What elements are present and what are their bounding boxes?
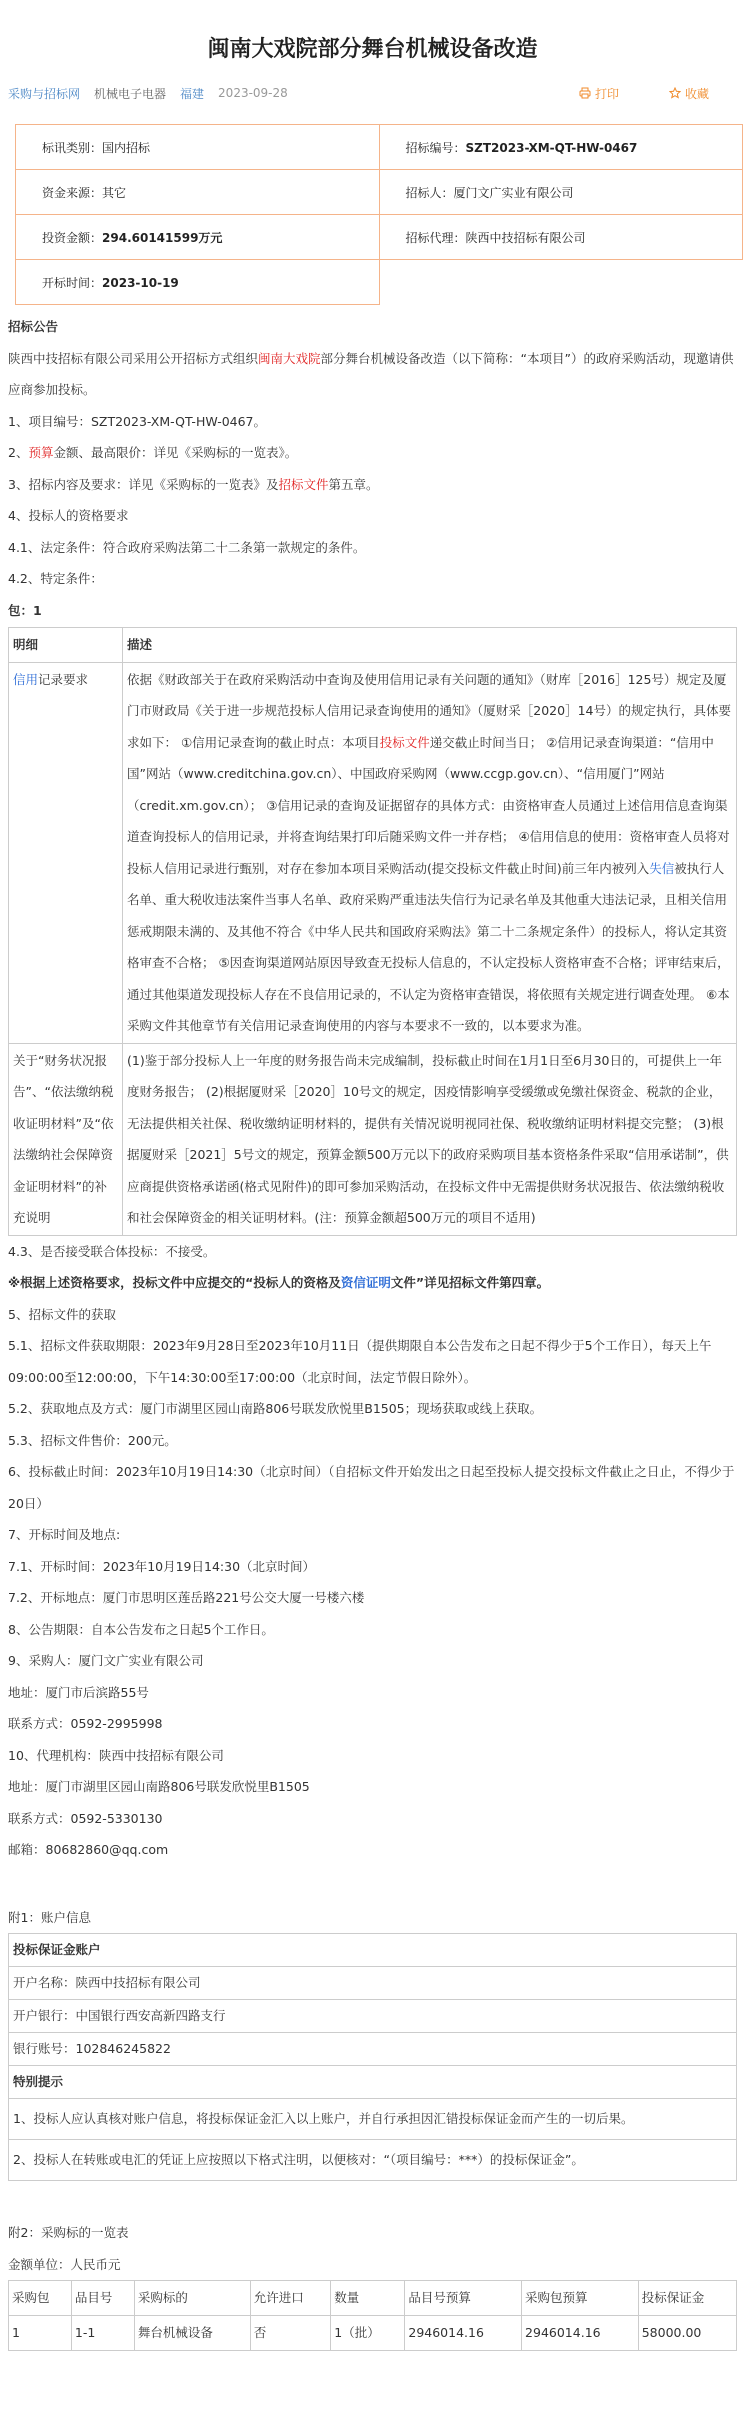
after-p10a: 地址：厦门市湖里区园山南路806号联发欣悦里B1505: [8, 1779, 310, 1794]
req-row-finance-label: 关于“财务状况报告”、“依法缴纳税收证明材料”及“依法缴纳社会保障资金证明材料”的补充说明: [9, 1043, 123, 1235]
after-p9b: 联系方式：0592-2995998: [8, 1716, 163, 1731]
breadcrumb-item-1[interactable]: 采购与招标网: [8, 86, 81, 101]
after-p6: 6、投标截止时间：2023年10月19日14:30（北京时间）（自招标文件开始发出之日起至投标人提交投标文件截止之日止，不得少于20日）: [8, 1464, 735, 1511]
notice-pkg: 包：1: [8, 602, 42, 618]
goods-header: 数量: [331, 2281, 405, 2316]
notice-p41: 4.1、法定条件：符合政府采购法第二十二条第一款规定的条件。: [8, 539, 366, 555]
att1-title: 附1：账户信息: [8, 1909, 91, 1925]
after-p5: 5、招标文件的获取: [8, 1306, 116, 1322]
after-p8: 8、公告期限：自本公告发布之日起5个工作日。: [8, 1621, 274, 1637]
req-row-credit-desc: 依据《财政部关于在政府采购活动中查询及使用信用记录有关问题的通知》（财库［2016］125号）规定及厦门市财政局《关于进一步规范投标人信用记录查询使用的通知》（厦财采［2020］14号）的规定执行，具体要求如下： ①信用记录查询的截止时点：本项目投标文件递交截止时间当日； ②信用记录查询渠道：“信用中国”网站（www.creditchina.gov.cn）、中国政府采购网（www.ccgp.gov.cn）、“信用厦门”网站（credit.xm.gov.cn）； ③信用记录的查询及证据留存的具体方式：由资格审查人员通过上述信用信息查询渠道查询投标人的信用记录，并将查询结果打印后随采购文件一并存档； ④信用信息的使用：资格审查人员将对投标人信用记录进行甄别，对存在参加本项目采购活动(提交投标文件截止时间)前三年内被列入失信被执行人名单、重大税收违法案件当事人名单、政府采购严重违法失信行为记录名单及其他重大违法记录，且相关信用惩戒期限未满的、及其他不符合《中华人民共和国政府采购法》第二十二条规定条件）的投标人，将认定其资格审查不合格； ⑤因查询渠道网站原因导致查无投标人信息的，不认定投标人资格审查不合格；评审结束后，通过其他渠道发现投标人存在不良信用记录的，不认定为资格审查错误，将依照有关规定进行调查处理。 ⑥本采购文件其他章节有关信用记录查询使用的内容与本要求不一致的，以本要求为准。: [123, 662, 737, 1043]
requirements-table: [8, 627, 737, 1236]
after-p71: 7.1、开标时间：2023年10月19日14:30（北京时间）: [8, 1558, 316, 1574]
notice-body: [8, 311, 737, 2351]
after-p9: 9、采购人：厦门文广实业有限公司: [8, 1653, 204, 1668]
meta-bar: [8, 84, 737, 102]
after-p72: 7.2、开标地点：厦门市思明区莲岳路221号公交大厦一号楼六楼: [8, 1590, 365, 1605]
goods-header: 允许进口: [250, 2281, 331, 2316]
publish-date: 2023-09-28: [218, 86, 288, 100]
goods-cell: 1（批）: [331, 2316, 405, 2351]
notice-intro: 陕西中技招标有限公司采用公开招标方式组织闽南大戏院部分舞台机械设备改造（以下简称：“本项目”）的政府采购活动，现邀请供应商参加投标。: [8, 350, 734, 397]
star-icon: [669, 87, 681, 99]
info-code: 招标编号：SZT2023-XM-QT-HW-0467: [379, 125, 743, 170]
req-row-credit-label: 信用记录要求: [9, 662, 123, 1043]
acc-tip-2: 2、投标人在转账或电汇的凭证上应按照以下格式注明，以便核对：“（项目编号：***）的投标保证金”。: [9, 2140, 737, 2181]
info-agent: 招标代理：陕西中技招标有限公司: [379, 215, 743, 260]
goods-header: 采购标的: [134, 2281, 250, 2316]
after-p53: 5.3、招标文件售价：200元。: [8, 1432, 177, 1448]
after-note: ※根据上述资格要求，投标文件中应提交的“投标人的资格及资信证明文件”详见招标文件第四章。: [8, 1275, 550, 1290]
notice-heading: 招标公告: [8, 319, 59, 334]
info-amount: 投资金额：294.60141599万元: [16, 215, 380, 260]
account-table: [8, 1933, 737, 2181]
info-table: [15, 124, 743, 305]
info-buyer: 招标人：厦门文广实业有限公司: [379, 170, 743, 215]
goods-header: 投标保证金: [638, 2281, 736, 2316]
breadcrumb-item-3[interactable]: 福建: [180, 86, 205, 101]
after-p51: 5.1、招标文件获取期限：2023年9月28日至2023年10月11日（提供期限自本公告发布之日起不得少于5个工作日），每天上午09:00:00至12:00:00，下午14:30:00至17:00:00（北京时间，法定节假日除外）。: [8, 1338, 712, 1385]
info-open: 开标时间：2023-10-19: [16, 260, 380, 305]
acc-tip-header: 特别提示: [9, 2066, 737, 2099]
notice-p3: 3、招标内容及要求：详见《采购标的一览表》及招标文件第五章。: [8, 476, 379, 492]
info-fund: 资金来源：其它: [16, 170, 380, 215]
after-p10c: 邮箱：80682860@qq.com: [8, 1842, 169, 1857]
goods-cell: 舞台机械设备: [134, 2316, 250, 2351]
goods-table: [8, 2280, 737, 2351]
notice-p1: 1、项目编号：SZT2023-XM-QT-HW-0467。: [8, 413, 267, 429]
goods-cell: 2946014.16: [522, 2316, 639, 2351]
acc-name: 开户名称：陕西中技招标有限公司: [9, 1967, 737, 2000]
notice-p4: 4、投标人的资格要求: [8, 508, 129, 523]
breadcrumb-item-2[interactable]: 机械电子电器: [94, 86, 167, 101]
after-p43: 4.3、是否接受联合体投标：不接受。: [8, 1243, 216, 1259]
goods-cell: 1: [9, 2316, 72, 2351]
page-title: 闽南大戏院部分舞台机械设备改造: [207, 37, 538, 62]
goods-header: 采购包预算: [522, 2281, 639, 2316]
goods-cell: 2946014.16: [405, 2316, 522, 2351]
info-type: 标讯类别：国内招标: [16, 125, 380, 170]
after-p52: 5.2、获取地点及方式：厦门市湖里区园山南路806号联发欣悦里B1505；现场获取或线上获取。: [8, 1401, 543, 1416]
req-header-desc: 描述: [123, 628, 737, 663]
print-button[interactable]: 打印: [579, 85, 633, 102]
att2-title: 附2：采购标的一览表: [8, 2225, 129, 2240]
after-p10b: 联系方式：0592-5330130: [8, 1810, 163, 1826]
goods-cell: 否: [250, 2316, 331, 2351]
att2-unit: 金额单位：人民币元: [8, 2256, 121, 2272]
req-row-finance-desc: (1)鉴于部分投标人上一年度的财务报告尚未完成编制，投标截止时间在1月1日至6月30日的，可提供上一年度财务报告； (2)根据厦财采［2020］10号文的规定，因疫情影响享受缓缴或免缴社保资金、税款的企业，无法提供相关社保、税收缴纳证明材料的，提供有关情况说明视同社保、税收缴纳证明材料提交完整； (3)根据厦财采［2021］5号文的规定，预算金额500万元以下的政府采购项目基本资格条件采取“信用承诺制”，供应商提供资格承诺函(格式见附件)的即可参加采购活动，在投标文件中无需提供财务状况报告、依法缴纳税收和社会保障资金的相关证明材料。(注：预算金额超500万元的项目不适用): [123, 1043, 737, 1235]
req-header-detail: 明细: [9, 628, 123, 663]
notice-p2: 2、预算金额、最高限价：详见《采购标的一览表》。: [8, 445, 298, 460]
goods-header: 品目号预算: [405, 2281, 522, 2316]
after-p7: 7、开标时间及地点:: [8, 1527, 121, 1542]
after-p10: 10、代理机构：陕西中技招标有限公司: [8, 1747, 224, 1763]
after-p9a: 地址：厦门市后滨路55号: [8, 1684, 149, 1700]
goods-header: 品目号: [71, 2281, 134, 2316]
goods-cell: 1-1: [71, 2316, 134, 2351]
notice-p42: 4.2、特定条件：: [8, 571, 103, 586]
acc-header: 投标保证金账户: [9, 1934, 737, 1967]
goods-cell: 58000.00: [638, 2316, 736, 2351]
goods-header: 采购包: [9, 2281, 72, 2316]
favorite-button[interactable]: 收藏: [669, 85, 723, 102]
actions: [579, 85, 737, 102]
acc-tip-1: 1、投标人应认真核对账户信息，将投标保证金汇入以上账户，并自行承担因汇错投标保证金而产生的一切后果。: [9, 2099, 737, 2140]
acc-number: 银行账号：102846245822: [9, 2033, 737, 2066]
printer-icon: [579, 87, 591, 99]
acc-bank: 开户银行：中国银行西安高新四路支行: [9, 2000, 737, 2033]
